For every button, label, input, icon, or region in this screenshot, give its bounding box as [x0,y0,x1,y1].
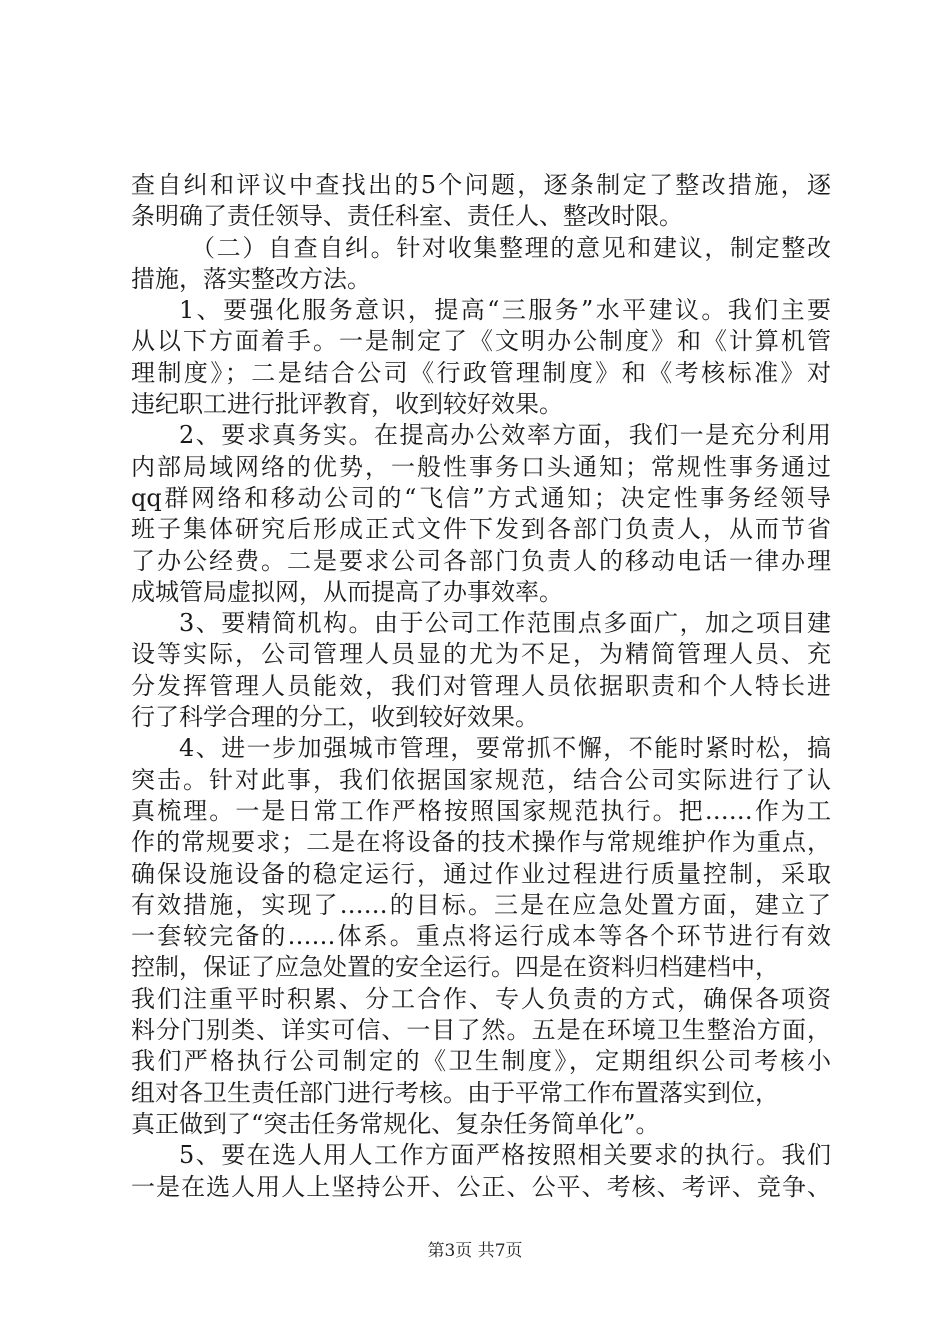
text-line: 理制度》；二是结合公司《行政管理制度》和《考核标准》对 [131,358,831,387]
paragraph-start-line: 4、进一步加强城市管理，要常抓不懈，不能时紧时松，搞 [179,734,831,763]
text-line: 组对各卫生责任部门进行考核。由于平常工作布置落实到位， [131,1078,779,1107]
text-line: 有效措施，实现了……的目标。三是在应急处置方面，建立了 [131,890,831,919]
text-line: 班子集体研究后形成正式文件下发到各部门负责人，从而节省 [131,515,831,544]
text-line: 我们严格执行公司制定的《卫生制度》，定期组织公司考核小 [131,1047,831,1076]
text-line: 我们注重平时积累、分工合作、专人负责的方式，确保各项资 [131,984,831,1013]
text-line: 查自纠和评议中查找出的5个问题，逐条制定了整改措施，逐 [131,171,831,199]
text-line: 内部局域网络的优势，一般性事务口头通知；常规性事务通过 [131,452,831,481]
text-line: 确保设施设备的稳定运行，通过作业过程进行质量控制，采取 [131,859,831,888]
text-line: 料分门别类、详实可信、一目了然。五是在环境卫生整治方面， [131,1016,831,1045]
text-line: 作的常规要求；二是在将设备的技术操作与常规维护作为重点， [131,828,831,857]
text-line: 设等实际，公司管理人员显的尤为不足，为精简管理人员、充 [131,640,831,669]
section-heading-line: （二）自查自纠。针对收集整理的意见和建议，制定整改 [191,233,831,262]
text-line: 突击。针对此事，我们依据国家规范，结合公司实际进行了认 [131,765,831,794]
paragraph-start-line: 2、要求真务实。在提高办公效率方面，我们一是充分利用 [179,421,831,450]
document-body [131,170,831,1203]
text-line: 一套较完备的……体系。重点将运行成本等各个环节进行有效 [131,922,831,951]
text-line: 分发挥管理人员能效，我们对管理人员依据职责和个人特长进 [131,671,831,700]
text-line: 违纪职工进行批评教育，收到较好效果。 [131,390,563,419]
paragraph-start-line: 5、要在选人用人工作方面严格按照相关要求的执行。我们 [179,1141,831,1170]
text-line: 从以下方面着手。一是制定了《文明办公制度》和《计算机管 [131,327,831,356]
text-line: 了办公经费。二是要求公司各部门负责人的移动电话一律办理 [131,546,831,575]
text-line: 真正做到了“突击任务常规化、复杂任务简单化”。 [131,1109,660,1138]
text-line: 真梳理。一是日常工作严格按照国家规范执行。把……作为工 [131,796,831,825]
paragraph-start-line: 3、要精简机构。由于公司工作范围点多面广，加之项目建 [179,609,831,638]
text-line: 一是在选人用人上坚持公开、公正、公平、考核、考评、竞争、 [131,1172,831,1201]
text-line: 措施，落实整改方法。 [131,264,371,293]
paragraph-start-line: 1、要强化服务意识，提高“三服务”水平建议。我们主要 [179,296,831,325]
text-line: qq群网络和移动公司的“飞信”方式通知；决定性事务经领导 [131,483,831,512]
text-line: 成城管局虚拟网，从而提高了办事效率。 [131,577,563,606]
page-number-footer: 第3页 共7页 [427,1241,523,1261]
text-line: 条明确了责任领导、责任科室、责任人、整改时限。 [131,202,683,231]
text-line: 行了科学合理的分工，收到较好效果。 [131,703,539,732]
text-line: 控制，保证了应急处置的安全运行。四是在资料归档建档中， [131,953,779,982]
